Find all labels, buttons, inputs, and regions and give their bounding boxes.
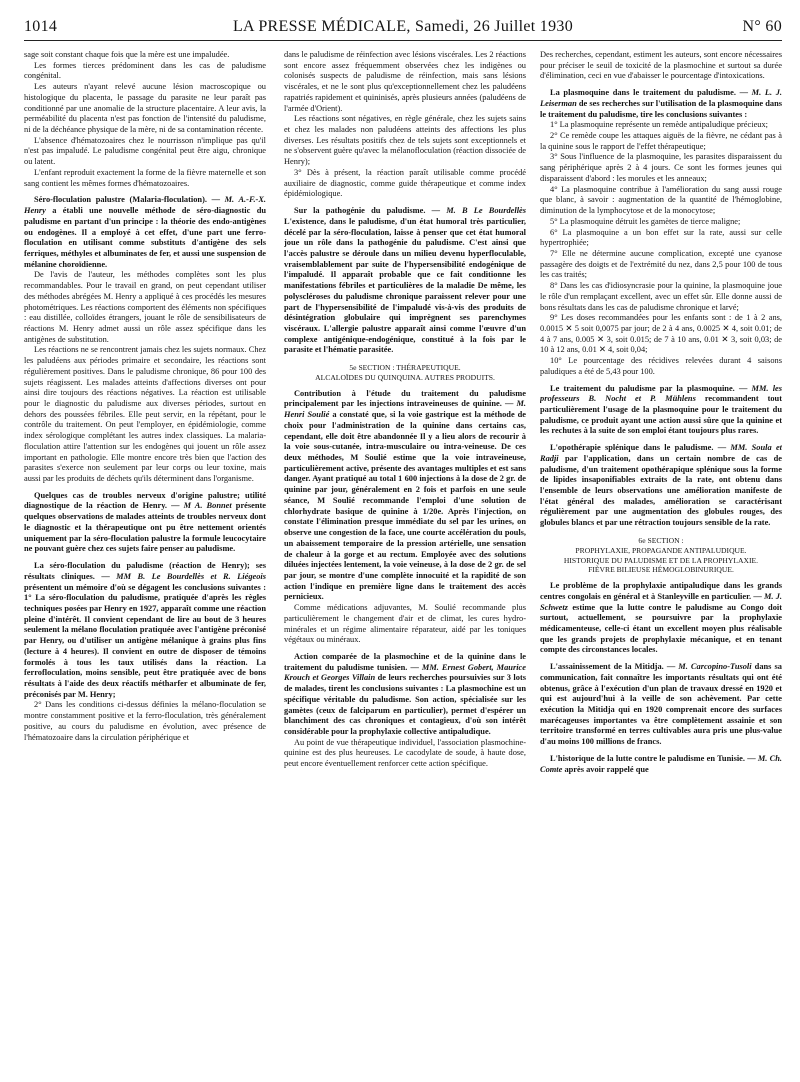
page-header <box>24 18 782 40</box>
article-author: M. A.-F.-X. Henry <box>24 195 266 216</box>
paragraph: Les formes tierces prédominent dans les cas de paludisme congénital. <box>24 60 266 81</box>
paragraph: L'enfant reproduit exactement la forme de la fièvre maternelle et son sang contient les mêmes formes d'hématozoaires. <box>24 167 266 188</box>
section-heading-line: HISTORIQUE DU PALUDISME ET DE LA PROPHYLAXIE. <box>563 555 759 565</box>
paragraph: dans le paludisme de réinfection avec lésions viscérales. Les 2 réactions sont encore assez fréquemment observées chez les indigènes ou colonisés suspects de paludisme de réinfection, mais sans lésions viscérales, et ne le sont plus qu'exceptionnellement chez les paludéens rapatriés rapidement et quininisés, après plusieurs années (paludéens de l'armée d'Orient). <box>284 50 526 113</box>
article-title: L'assainissement de la Mitidja. <box>550 662 664 672</box>
paragraph: 1° La plasmoquine représente un remède antipaludique précieux; <box>550 120 768 130</box>
article-author: M. B Le Bourdellès <box>446 206 526 216</box>
paragraph: 7° Elle ne détermine aucune complication, excepté une cyanose passagère des doigts et de l'extrémité du nez, dans 2,5 pour 100 de tous les cas traités; <box>540 248 782 280</box>
article-title: Séro-floculation palustre (Malaria-floculation). <box>34 195 207 205</box>
article-author: M. L. J. Leiserman <box>540 88 782 108</box>
article-title: Contribution à l'étude du traitement du paludisme principalement par les injections intraveineuses de quinine. <box>284 388 526 409</box>
article-entry: L'opothérapie splénique dans le paludisme. — MM. Soula et Radji par l'application, dans un certain nombre de cas de paludisme, d'un traitement opothérapique splénique sous la forme de lipides insaponifiables extraits de la rate, ont obtenu dans l'ensemble de leurs observations une amélioration manifeste de l'état général des malades, amélioration se caractérisant régulièrement par une augmentation des globules rouges, des globules blancs et par une rétraction toujours sensible de la rate. <box>540 443 782 528</box>
article-entry: Le problème de la prophylaxie antipaludique dans les grands centres congolais en général et à Stanleyville en particulier. — M. J. Schwetz estime que la lutte contre le paludisme au Congo doit surtout, actuellement, se poursuivre par la prophylaxie médicamenteuse, celle-ci étant un excellent moyen plus réalisable que les grands projets de prophylaxie mécanique, et en tenant compte des circonstances locales. <box>540 581 782 655</box>
article-body: estime que la lutte contre le paludisme au Congo doit surtout, actuellement, se poursuivre par la prophylaxie médicamenteuse, celle-ci étant un excellent moyen plus réalisable que les grands projets de prophylaxie mécanique, et en tenant compte des circonstances locales. <box>540 602 782 655</box>
article-title: Le problème de la prophylaxie antipaludique dans les grands centres congolais en général et à Stanleyville en particulier. <box>540 581 782 601</box>
journal-title: LA PRESSE MÉDICALE, Samedi, 26 Juillet 1930 <box>232 18 574 35</box>
article-title: Action comparée de la plasmochine et de la quinine dans le traitement du paludisme tunisien. <box>284 651 526 672</box>
article-title: Quelques cas de troubles nerveux d'origine palustre; utilité diagnostique de la réaction de Henry. <box>24 490 266 511</box>
article-body: présentent un mémoire d'où se dégagent les conclusions suivantes : 1° La séro-floculation du paludisme, pratiquée d'après les règles techniques posées par Henry en 1927, apparaît comme une réaction pleine d'intérêt. Il convient cependant de lire au bout de 3 heures seulement la mélano floculation pratiquée avec l'antigène préconisé par Henry, ou d'utiliser un antigène mélanique à grains plus fins (lecture à 4 heures). Il convient en outre de disposer de témoins formolés à tous les taux utilisés dans la réaction. La ferrofloculation, moins sensible, peut être pratiquée avec de bons résultats à l'aide des deux réactifs métharfer et albuminate de fer, préconisés par M. Henry; <box>24 582 266 699</box>
article-entry: Le traitement du paludisme par la plasmoquine. — MM. les professeurs B. Nocht et P. Mühlens recommandent tout particulièrement l'usage de la plasmoquine pour le traitement du paludisme, ce produit ayant une action aussi sûre que la quinine et les rechutes à la suite de son emploi étant toujours plus rares. <box>540 383 782 436</box>
paragraph: 3° Dès à présent, la réaction paraît utilisable comme procédé auxiliaire de diagnostic, comme guide thérapeutique et comme index épidémiologique. <box>284 167 526 199</box>
section-heading-line: ALCALOÏDES DU QUINQUINA. AUTRES PRODUITS. <box>315 372 495 382</box>
article-body: de leurs recherches poursuivies sur 3 lots de malades, tirent les conclusions suivantes : La plasmochine est un spécifique véritable du paludisme. Son action, spécialisée sur les gamètes (ceux de falciparum en particulier), permet d'espérer un blanchiment des cas chroniques et contagieux, d'où son intérêt considérable pour la prophylaxie collective antipaludique. <box>284 673 526 736</box>
article-body: présente quelques observations de malades atteints de troubles nerveux dont le diagnostic et la thérapeutique ont pu être nettement orientés uniquement par la séro-floculation palustre la formule leucocytaire ne pouvant guère chez ces sujets faire penser au paludisme. <box>24 501 266 554</box>
paragraph: 2° Ce remède coupe les attaques aiguës de la fièvre, ne cédant pas à la quinine sous le rapport de l'effet thérapeutique; <box>540 131 782 151</box>
header-rule <box>24 40 782 41</box>
article-entry: Contribution à l'étude du traitement du paludisme principalement par les injections intraveineuses de quinine. — M. Henri Soulié a constaté que, si la voie gastrique est la méthode de choix pour l'administration de la quinine dans certains cas, cependant, elle doit être abandonnée Il y a lieu alors de recourir à la voie sous-cutanée, intra-musculaire ou intra-veineuse. De ces deux méthodes, M Soulié estime que la voie intraveineuse, particulièrement active, présente des avantages multiples et est sans danger. Ayant pratiqué au total 1 600 injections à la dose de 2 gr. de quinine par jour, généralement en 2 fois et parfois en une seule séance, M Soulié recommande l'emploi d'une solution de chlorhydrate basique de quinine à 1/20e. Après l'injection, on constate l'élimination presque immédiate du sel par les urines, on observe une congestion de la face, une courte accélération du pouls, un abaissement temporaire de la pression artérielle, une sensation de chaleur à la gorge et au rectum. Employée avec des solutions diluées injectées lentement, la voie veineuse, à la dose de 2 gr. de sel par jour, se montre d'une complète innocuité et la rapidité de son action l'indique en première ligne dans le traitement des accès pernicieux. <box>284 388 526 602</box>
paragraph: 10° Le pourcentage des récidives relevées durant 4 saisons paludiques a été de 5,43 pour 100. <box>540 356 782 376</box>
article-entry: La plasmoquine dans le traitement du paludisme. — M. L. J. Leiserman de ses recherches sur l'utilisation de la plasmoquine dans le traitement du paludisme, tire les conclusions suivantes : <box>540 88 782 119</box>
section-heading-line: 6e SECTION : <box>638 535 684 545</box>
article-entry: L'assainissement de la Mitidja. — M. Carcopino-Tusoli dans sa communication, fait connaître les importants résultats qui ont été obtenus, grâce à l'exécution d'un plan de travaux dressé en 1920 et qui est aujourd'hui à la veille de son achèvement. Par cette exécution la Mitidja qui en 1920 comprenait encore des surfaces marécageuses importantes va être complètement assainie et son territoire transformé en terres cultivables aura pris une plus-value d'au moins 100 millions de francs. <box>540 662 782 747</box>
article-title: L'opothérapie splénique dans le paludisme. <box>550 443 714 453</box>
text-column-left <box>24 50 266 1080</box>
section-heading-line: PROPHYLAXIE, PROPAGANDE ANTIPALUDIQUE. <box>575 545 747 555</box>
article-entry: Quelques cas de troubles nerveux d'origine palustre; utilité diagnostique de la réaction de Henry. — M A. Bonnet présente quelques observations de malades atteints de troubles nerveux dont le diagnostic et la thérapeutique ont pu être nettement orientés uniquement par la séro-floculation palustre la formule leucocytaire ne pouvant guère chez ces sujets faire penser au paludisme. <box>24 490 266 554</box>
article-entry: La séro-floculation du paludisme (réaction de Henry); ses résultats cliniques. — MM B. Le Bourdellès et R. Liégeois présentent un mémoire d'où se dégagent les conclusions suivantes : 1° La séro-floculation du paludisme, pratiquée d'après les règles techniques posées par Henry en 1927, apparaît comme une réaction pleine d'intérêt. Il convient cependant de lire au bout de 3 heures seulement la mélano floculation pratiquée avec l'antigène préconisé par Henry, ou d'utiliser un antigène mélanique à grains plus fins (lecture à 4 heures). Il convient en outre de disposer de témoins formolés à tous les taux utilisés dans la réaction. La ferrofloculation, moins sensible, peut être pratiquée avec de bons résultats à l'aide des deux réactifs métharfer et albuminate de fer, préconisés par M. Henry; <box>24 561 266 699</box>
article-title: La séro-floculation du paludisme (réaction de Henry); ses résultats cliniques. <box>24 561 266 581</box>
article-author: MM B. Le Bourdellès et R. Liégeois <box>116 571 266 581</box>
article-body: recommandent tout particulièrement l'usage de la plasmoquine pour le traitement du paludisme, ce produit ayant une action aussi sûre que la quinine et les rechutes à la suite de son emploi étant toujours plus rares. <box>540 394 782 436</box>
text-column-middle <box>284 50 526 1080</box>
paragraph: Au point de vue thérapeutique individuel, l'association plasmochine-quinine est des plus heureuses. Le cacodylate de soude, à haute dose, peut encore éventuellement renforcer cette action spécifique. <box>284 737 526 769</box>
paragraph: 9° Les doses recommandées pour les enfants sont : de 1 à 2 ans, 0.0015 ✕ 5 soit 0,0075 par jour; de 2 à 4 ans, 0.0025 ✕ 4, soit 0.01; de 4 à 7 ans, 0.005 ✕ 3, soit 0.015; de 7 à 10 ans, 0.01 ✕ 3, soit 0,03; de 10 à 12 ans, 0.01 ✕ 4, soit 0,04; <box>540 313 782 355</box>
article-body: dans sa communication, fait connaître les importants résultats qui ont été obtenus, grâce à l'exécution d'un plan de travaux dressé en 1920 et qui est aujourd'hui à la veille de son achèvement. Par cette exécution la Mitidja qui en 1920 comprenait encore des surfaces marécageuses importantes va être complètement assainie et son territoire transformé en terres cultivables aura pris une plus-value d'au moins 100 millions de francs. <box>540 662 782 747</box>
paragraph: Les réactions sont négatives, en règle générale, chez les sujets sains et chez les malades non paludéens atteints des affections les plus diverses. Les résultats positifs chez de tels sujets sont exceptionnels et ne s'observent guère qu'avec la mélanofloculation (réaction dissociée de Henry); <box>284 114 526 167</box>
article-author: M. Ch. Comte <box>540 753 782 774</box>
article-body: par l'application, dans un certain nombre de cas de paludisme, d'un traitement opothérapique splénique sous la forme de lipides insaponifiables extraits de la rate, ont obtenu dans l'ensemble de leurs observations une amélioration manifeste de l'état général des malades, amélioration se caractérisant régulièrement par une augmentation des globules rouges, des globules blancs et par une rétraction toujours sensible de la rate. <box>540 453 782 528</box>
article-entry: Sur la pathogénie du paludisme. — M. B Le Bourdellès L'existence, dans le paludisme, d'un état humoral très particulier, décelé par la séro-floculation, laisse à penser que cet état humoral joue un rôle dans la pathogénie du paludisme. C'est ainsi que l'accès palustre se déroule dans un milieu devenu hyperfloculable, vraisemblablement par suite de l'hypersensibilité endogénique de l'impaludé. Il apparaît probable que ce fait conditionne les manifestations fébriles et particulières de la maladie De même, les polyscléroses du paludisme chronique paraissent relever pour une part de l'hypersensibilité de l'impaludé vis-à-vis des produits de désintégration globulaire qui imprègnent ses parenchymes viscéraux. L'allergie palustre apparaît ainsi comme l'œuvre d'un complexe antigénique-endogénique, constitué à la fois par le parasite et l'hématie parasitée. <box>284 206 526 355</box>
article-entry: L'historique de la lutte contre le paludisme en Tunisie. — M. Ch. Comte après avoir rappelé que <box>540 753 782 774</box>
article-body: L'existence, dans le paludisme, d'un état humoral très particulier, décelé par la séro-floculation, laisse à penser que cet état humoral joue un rôle dans la pathogénie du paludisme. C'est ainsi que l'accès palustre se déroule dans un milieu devenu hyperfloculable, vraisemblablement par suite de l'hypersensibilité endogénique de l'impaludé. Il apparaît probable que ce fait conditionne les manifestations fébriles et particulières de la maladie De même, les polyscléroses du paludisme chronique paraissent relever pour une part de l'hypersensibilité de l'impaludé vis-à-vis des produits de désintégration globulaire qui imprègnent ses parenchymes viscéraux. L'allergie palustre apparaît ainsi comme l'œuvre d'un complexe antigénique-endogénique, constitué à la fois par le parasite et l'hématie parasitée. <box>284 216 526 355</box>
text-column-right <box>540 50 782 1080</box>
article-title: La plasmoquine dans le traitement du paludisme. <box>550 88 736 98</box>
section-heading-line: 5e SECTION : THÉRAPEUTIQUE. <box>349 363 461 373</box>
paragraph: Les auteurs n'ayant relevé aucune lésion macroscopique ou histologique du placenta, le passage du parasite ne leur paraît pas conditionné par une anomalie de la structure placentaire. A leur avis, la perméabilité du placenta n'est pas fonction de l'intensité du paludisme, ni de la déchéance physique de la mère, ni de sa contamination récente. <box>24 82 266 135</box>
paragraph: Les réactions ne se rencontrent jamais chez les sujets normaux. Chez les paludéens aux périodes primaire et secondaire, les réactions sont régulièrement positives. Dans le paludisme chronique, 86 pour 100 des sujets réagissent. Les malades atteints d'affections diverses ont pour ainsi dire toujours des réactions négatives. La réaction est utilisable pour le diagnostic du paludisme aux diverses périodes, surtout en dehors des poussées fébriles. Elle peut servir, en la répétant, pour le contrôle du traitement. On peut l'employer, en épidémiologie, comme index sérologique complétant les autres index classiques. La malaria-floculation attire l'attention sur les endogènes qui jouent un rôle assez important en pathologie. Elle montre encore très bien que l'action des parasites s'exerce non seulement par leur corps ou leur toxine, mais aussi par les produits de déchets qu'ils déterminent dans l'organisme. <box>24 345 266 484</box>
issue-number: N° 60 <box>742 18 782 35</box>
page-number: 1014 <box>24 18 58 35</box>
paragraph: Des recherches, cependant, estiment les auteurs, sont encore nécessaires pour préciser le seuil de toxicité de la plasmochine et surtout sa durée d'élimination, ceci en vue d'abaisser le pourcentage d'intoxications. <box>540 50 782 81</box>
article-author: M. Carcopino-Tusoli <box>678 662 752 672</box>
paragraph: sage soit constant chaque fois que la mère est une impaludée. <box>24 50 230 59</box>
article-title: Sur la pathogénie du paludisme. <box>294 206 426 216</box>
article-body: après avoir rappelé que <box>564 764 649 774</box>
paragraph: L'absence d'hématozoaires chez le nourrisson n'implique pas qu'il n'est pas impaludé. Le paludisme congénital peut être aigu, chronique ou latent. <box>24 135 266 167</box>
paragraph: Comme médications adjuvantes, M. Soulié recommande plus particulièrement le changement d'air et de climat, les cures hydro-minérales et un régime alimentaire réparateur, aidé par les toniques végétaux ou minéraux. <box>284 603 526 645</box>
paragraph: De l'avis de l'auteur, les méthodes complètes sont les plus recommandables. Pour le travail en grand, on peut cependant utiliser des méthodes abrégées M. Henry a appliqué à ces procédés les mesures photométriques. Les réactions comportent des éléments non spécifiques : eau distillée, colloïdes étrangers, jouant le rôle de sensibilisateurs de réactions M. Henry admet aussi un rôle assez spécifique dans les antigènes de substitution. <box>24 270 266 344</box>
article-author: MM. les professeurs B. Nocht et P. Mühlens <box>540 383 782 404</box>
article-entry: Action comparée de la plasmochine et de la quinine dans le traitement du paludisme tunisien. — MM. Ernest Gobert, Maurice Krouch et Georges Villain de leurs recherches poursuivies sur 3 lots de malades, tirent les conclusions suivantes : La plasmochine est un spécifique véritable du paludisme. Son action, spécialisée sur les gamètes (ceux de falciparum en particulier), permet d'espérer un blanchiment des cas chroniques et contagieux, d'où son intérêt considérable pour la prophylaxie collective antipaludique. <box>284 651 526 736</box>
paragraph: 2° Dans les conditions ci-dessus définies la mélano-floculation se montre constamment positive et la ferro-floculation, très généralement positive, au cours du paludisme en évolution, avec présence de l'hématozoaire dans la circulation périphérique et <box>24 700 266 742</box>
paragraph: 8° Dans les cas d'idiosyncrasie pour la quinine, la plasmoquine joue le rôle d'un remplaçant excellent, avec un effet sûr. Elle donne aussi de bons résultats dans les cas de paludisme chronique et larvé; <box>540 281 782 312</box>
article-author: M A. Bonnet <box>183 501 232 511</box>
section-heading-line: FIÈVRE BILIEUSE HÉMOGLOBINURIQUE. <box>588 565 734 575</box>
article-entry: Séro-floculation palustre (Malaria-floculation). — M. A.-F.-X. Henry a établi une nouvelle méthode de séro-diagnostic du paludisme en partant d'un principe : la théorie des endo-antigènes ou endogènes. Il a employé à cet effet, d'une part une ferro-floculation en utilisant comme substituts d'antigène des sels ferriques, méthyles et albuminates de fer, et aussi une suspension de mélanine choroïdienne. <box>24 195 266 269</box>
section-heading <box>540 536 782 575</box>
section-heading <box>284 363 526 383</box>
article-body: de ses recherches sur l'utilisation de la plasmoquine dans le traitement du paludisme, tire les conclusions suivantes : <box>540 98 782 119</box>
article-author: MM. Soula et Radji <box>540 443 782 463</box>
paragraph: 4° La plasmoquine contribue à l'amélioration du sang aussi rouge que blanc, à savoir : augmentation de la quantité de l'hémoglobine, diminution de la lymphocytose et de la monocytose; <box>540 184 782 216</box>
article-title: Le traitement du paludisme par la plasmoquine. <box>550 383 735 393</box>
article-author: MM. Ernest Gobert, Maurice Krouch et Georges Villain <box>284 662 526 683</box>
article-title: L'historique de la lutte contre le paludisme en Tunisie. <box>550 753 745 763</box>
paragraph: 6° La plasmoquine a un bon effet sur la rate, aussi sur celle hypertrophiée; <box>540 227 782 248</box>
article-author: M. J. Schwetz <box>540 591 782 612</box>
article-body: a établi une nouvelle méthode de séro-diagnostic du paludisme en partant d'un principe : la théorie des endo-antigènes ou endogènes. Il a employé à cet effet, d'une part une ferro-floculation en utilisant comme substituts d'antigène des sels ferriques, méthyles et albuminates de fer, et aussi une suspension de mélanine choroïdienne. <box>24 206 266 269</box>
article-body: a constaté que, si la voie gastrique est la méthode de choix pour l'administration de la quinine dans certains cas, cependant, elle doit être abandonnée Il y a lieu alors de recourir à la voie sous-cutanée, intra-musculaire ou intra-veineuse. De ces deux méthodes, M Soulié estime que la voie intraveineuse, particulièrement active, présente des avantages multiples et est sans danger. Ayant pratiqué au total 1 600 injections à la dose de 2 gr. de quinine par jour, généralement en 2 fois et parfois en une seule séance, M Soulié recommande l'emploi d'une solution de chlorhydrate basique de quinine à 1/20e. Après l'injection, on constate l'élimination presque immédiate du sel par les urines, on observe une congestion de la face, une courte accélération du pouls, un abaissement temporaire de la pression artérielle, une sensation de chaleur à la gorge et au rectum. Employée avec des solutions diluées injectées lentement, la voie veineuse, à la dose de 2 gr. de sel par jour, se montre d'une complète innocuité et la rapidité de son action l'indique en première ligne dans le traitement des accès pernicieux. <box>284 410 526 602</box>
article-author: M. Henri Soulié <box>284 399 526 420</box>
paragraph: 5° La plasmoquine détruit les gamètes de tierce maligne; <box>550 216 741 226</box>
paragraph: 3° Sous l'influence de la plasmoquine, les parasites disparaissent du sang périphérique après 2 à 4 jours. Ce sont les formes jeunes qui disparaissent d'abord : les morules et les anneaux; <box>540 152 782 183</box>
